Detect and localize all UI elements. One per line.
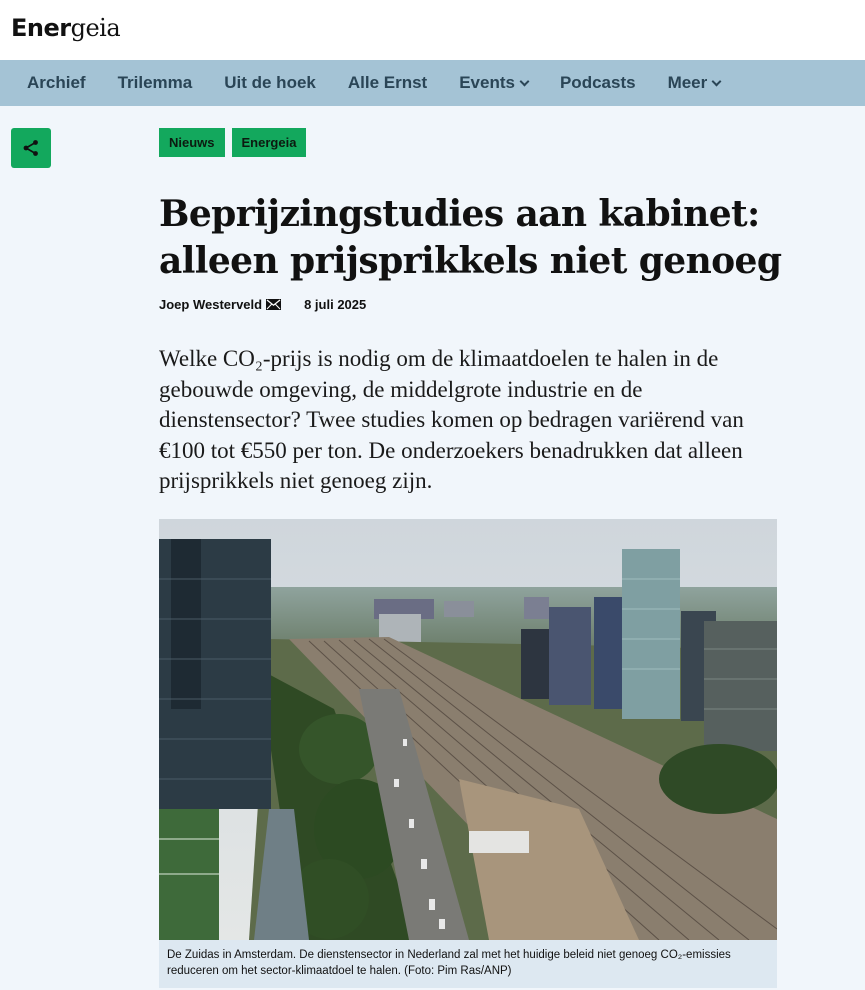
article-byline (159, 297, 366, 312)
share-icon (22, 139, 40, 157)
article-photo (159, 519, 777, 940)
nav-item-archief[interactable] (27, 73, 86, 93)
chevron-down-icon (520, 76, 530, 86)
publish-date: 8 juli 2025 (304, 297, 367, 312)
nav-label: Podcasts (559, 73, 636, 92)
zuidas-aerial-photo (159, 519, 777, 940)
article-lead: Welke CO₂-prijs is nodig om de klimaatdoelen te halen in de gebouwde omgeving, de middelgrote industrie en de dienstensector? Twee studies komen op bedragen variërend van €100 tot €550 per ton. De onderzoekers benadrukken dat alleen prijsprikkels niet genoeg zijn. (159, 346, 744, 493)
main-navigation (0, 60, 865, 106)
site-logo[interactable] (11, 14, 120, 42)
nav-label: Trilemma (117, 73, 193, 92)
author-link[interactable]: Joep Westerveld (159, 297, 263, 312)
nav-item-meer[interactable] (668, 73, 721, 93)
article-title: Beprijzingstudies aan kabinet: alleen prijsprikkels niet genoeg (159, 193, 782, 282)
nav-item-uit-de-hoek[interactable] (224, 73, 316, 93)
nav-label: Meer (667, 73, 708, 92)
nav-label: Archief (27, 73, 86, 92)
mail-icon[interactable] (266, 299, 281, 310)
nav-item-alle-ernst[interactable] (348, 73, 427, 93)
nav-item-trilemma[interactable] (118, 73, 193, 93)
nav-label: Events (459, 73, 515, 92)
article-tags (159, 128, 306, 157)
share-button[interactable] (11, 128, 51, 168)
photo-caption: De Zuidas in Amsterdam. De dienstensector in Nederland zal met het huidige beleid niet genoeg CO₂-emissies reduceren om het sector-klimaatdoel te halen. (Foto: Pim Ras/ANP) (159, 940, 777, 988)
logo-text-light: geia (70, 14, 121, 42)
nav-label: Uit de hoek (224, 73, 316, 92)
nav-item-podcasts[interactable] (560, 73, 636, 93)
chevron-down-icon (712, 76, 722, 86)
tag-energeia[interactable]: Energeia (232, 128, 307, 157)
nav-item-events[interactable] (459, 73, 528, 93)
tag-nieuws[interactable]: Nieuws (159, 128, 225, 157)
logo-text-bold: Ener (11, 14, 71, 42)
site-header (0, 0, 865, 60)
nav-label: Alle Ernst (347, 73, 428, 92)
